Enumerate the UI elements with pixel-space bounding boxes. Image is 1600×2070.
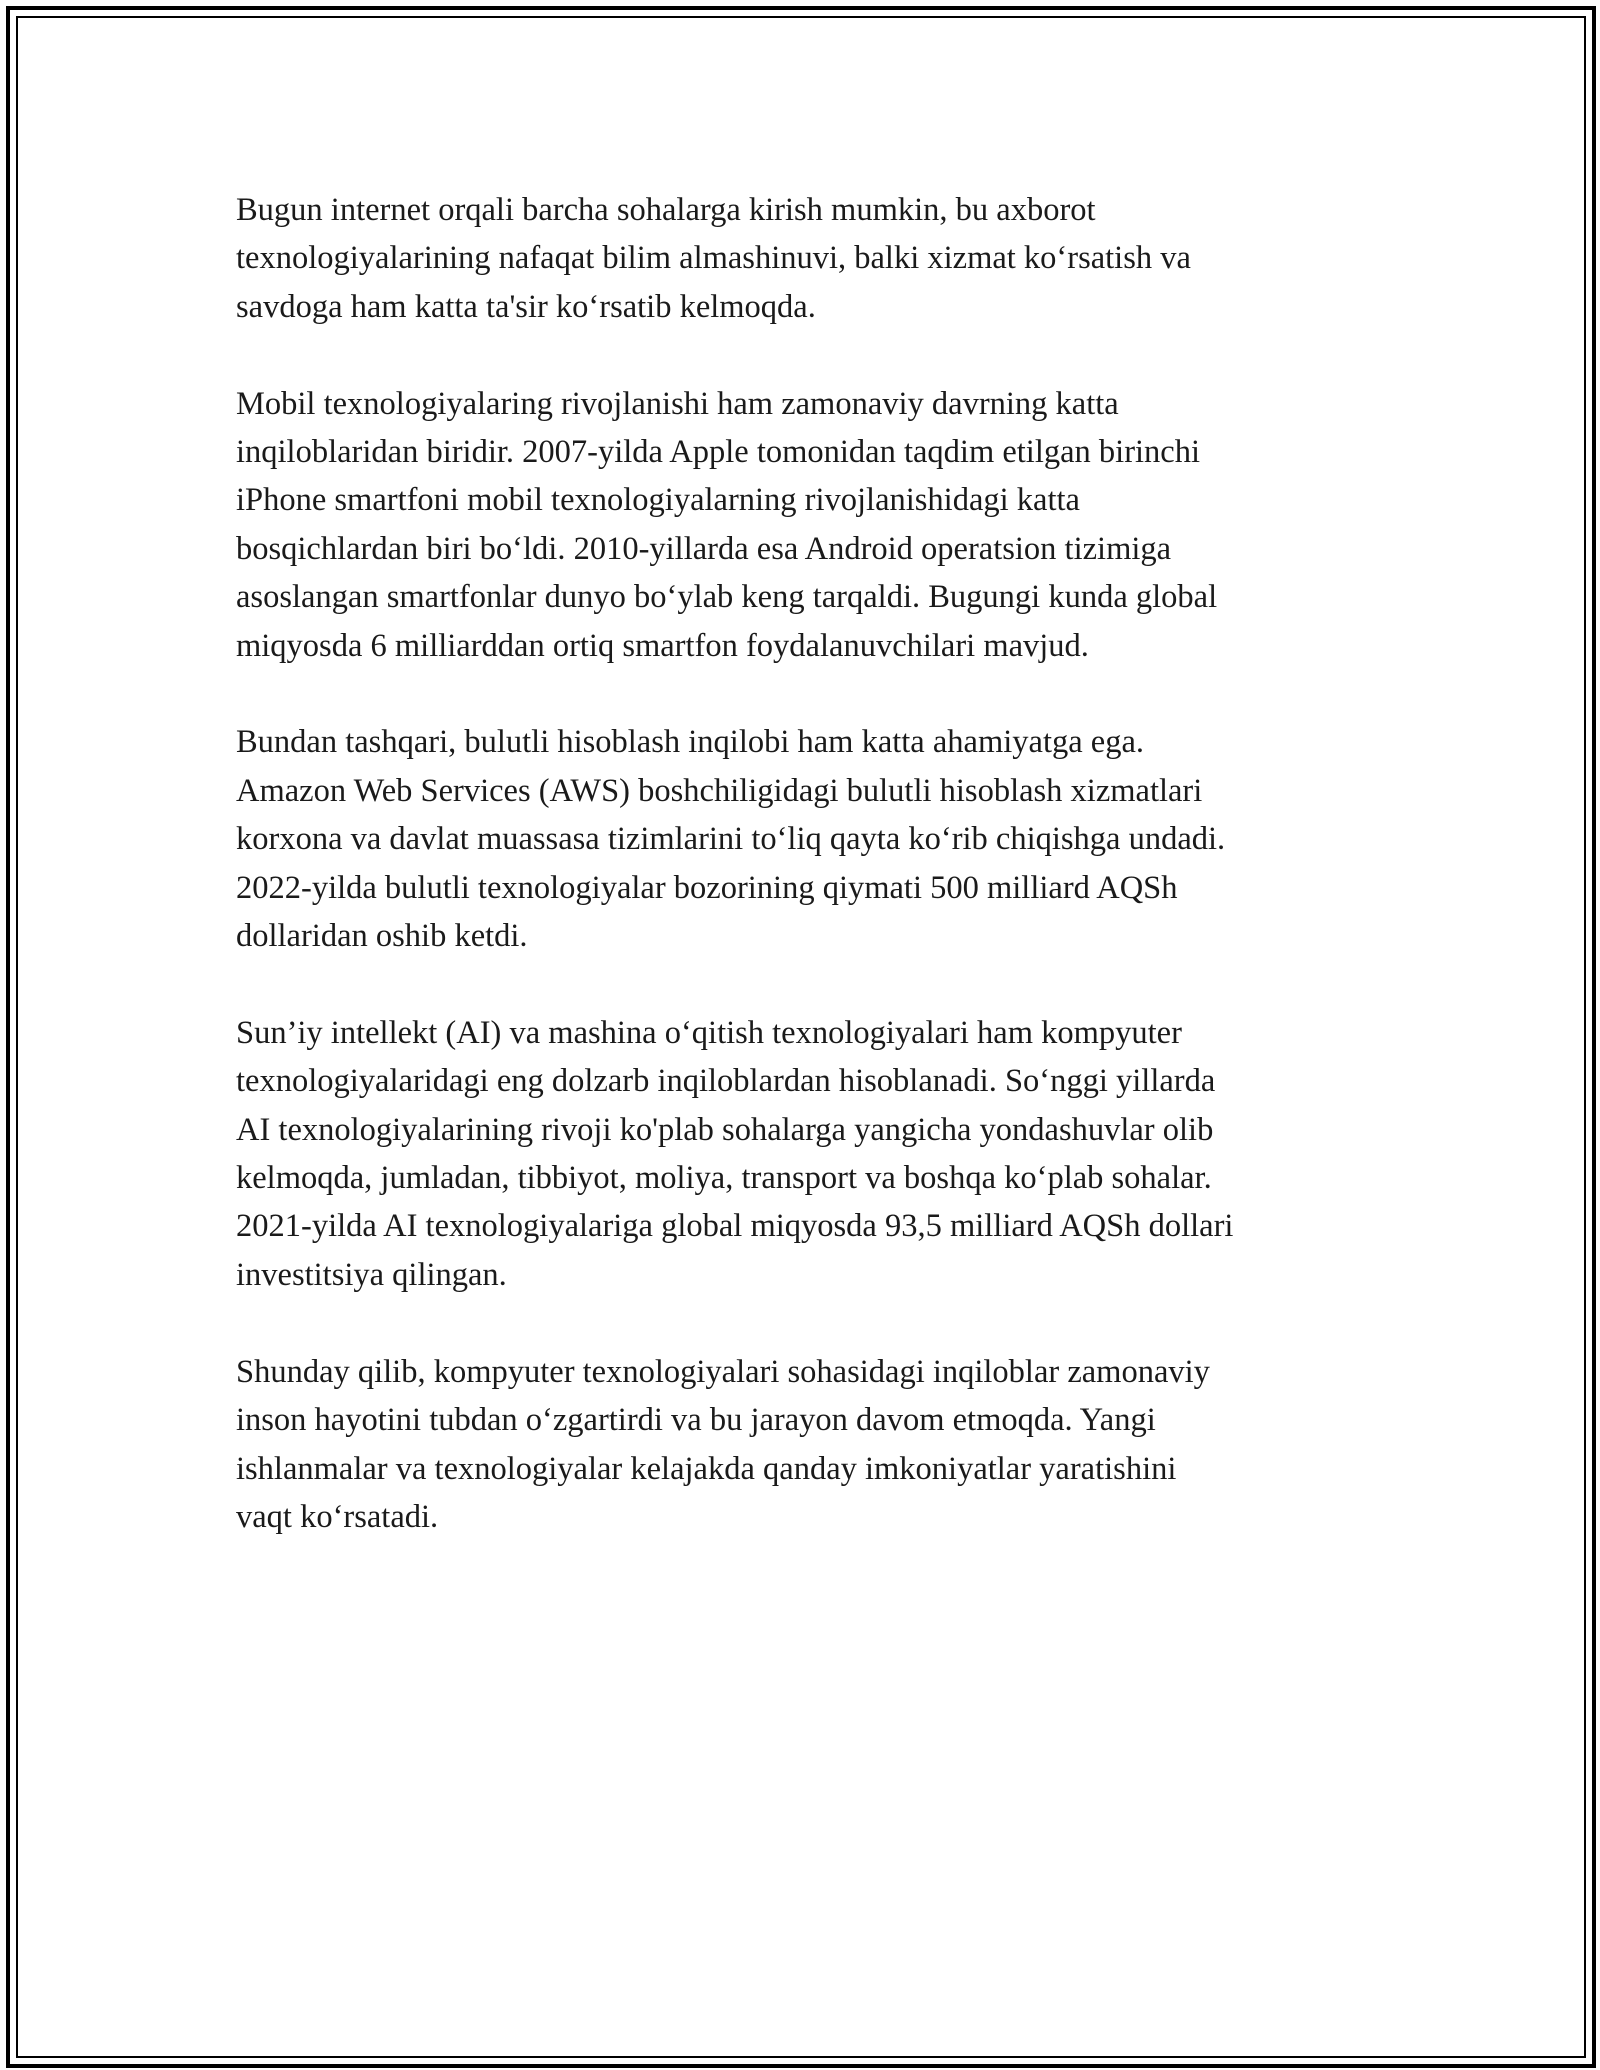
- paragraph-mobile: Mobil texnologiyalaring rivojlanishi ham zamonaviy davrning katta inqiloblaridan biridir. 2007-yilda Apple tomonidan taqdim etilgan birinchi iPhone smartfoni mobil texnologiyalarning rivojlanishidagi katta bosqichlardan biri boʻldi. 2010-yillarda esa Android operatsion tizimiga asoslangan smartfonlar dunyo boʻylab keng tarqaldi. Bugungi kunda global miqyosda 6 milliarddan ortiq smartfon foydalanuvchilari mavjud.: [236, 385, 1218, 664]
- paragraph-conclusion: Shunday qilib, kompyuter texnologiyalari sohasidagi inqiloblar zamonaviy inson hayotini tubdan oʻzgartirdi va bu jarayon davom etmoqda. Yangi ishlanmalar va texnologiyalar kelajakda qanday imkoniyatlar yaratishini vaqt koʻrsatadi.: [236, 1353, 1210, 1535]
- paragraph-cloud: Bundan tashqari, bulutli hisoblash inqilobi ham katta ahamiyatga ega. Amazon Web Services (AWS) boshchiligidagi bulutli hisoblash xizmatlari korxona va davlat muassasa tizimlarini toʻliq qayta koʻrib chiqishga undadi. 2022-yilda bulutli texnologiyalar bozorining qiymati 500 milliard AQSh dollaridan oshib ketdi.: [236, 724, 1226, 955]
- document-body: [236, 186, 1396, 1590]
- paragraph-ai: Sun’iy intellekt (AI) va mashina oʻqitish texnologiyalari ham kompyuter texnologiyalaridagi eng dolzarb inqiloblardan hisoblanadi. Soʻnggi yillarda AI texnologiyalarining rivoji ko'plab sohalarga yangicha yondashuvlar olib kelmoqda, jumladan, tibbiyot, moliya, transport va boshqa koʻplab sohalar. 2021-yilda AI texnologiyalariga global miqyosda 93,5 milliard AQSh dollari investitsiya qilingan.: [236, 1014, 1234, 1293]
- paragraph-internet: Bugun internet orqali barcha sohalarga kirish mumkin, bu axborot texnologiyalarining nafaqat bilim almashinuvi, balki xizmat koʻrsatish va savdoga ham katta ta'sir koʻrsatib kelmoqda.: [236, 192, 1191, 325]
